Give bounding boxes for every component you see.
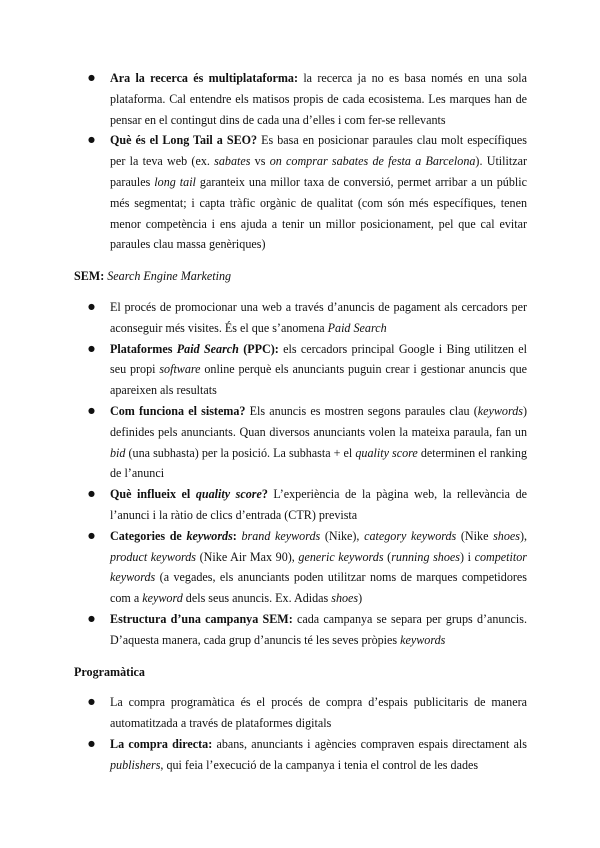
- list-item: ● La compra programàtica és el procés de compra d’espais publicitaris de manera automatitzada a través de plataformes digitals: [74, 692, 527, 734]
- list-item: ● Què és el Long Tail a SEO? Es basa en posicionar paraules clau molt específiques per la teva web (ex. sabates vs on comprar sabates de festa a Barcelona). Utilitzar paraules long tail garanteix una millor taxa de conversió, permet arribar a un públic més segmentat; i capta tràfic orgànic de qualitat (com són més específiques, tenen menor competència i ens ajuda a tenir un millor posicionament, pel que cal evitar paraules clau massa genèriques): [74, 130, 527, 255]
- list-item: ● Categories de keywords: brand keywords (Nike), category keywords (Nike shoes), product keywords (Nike Air Max 90), generic keywords (running shoes) i competitor keywords (a vegades, els anunciants poden utilitzar noms de marques competidores com a keyword dels seus anuncis. Ex. Adidas shoes): [74, 526, 527, 609]
- list-item: ● El procés de promocionar una web a través d’anuncis de pagament als cercadors per aconseguir més visites. És el que s’anomena Paid Search: [74, 297, 527, 339]
- programatica-heading: Programàtica: [74, 664, 145, 679]
- list-item: ● Plataformes Paid Search (PPC): els cercadors principal Google i Bing utilitzen el seu propi software online perquè els anunciants puguin crear i gestionar anuncis que apareixen als resultats: [74, 339, 527, 401]
- sem-bullet-list: [74, 297, 527, 651]
- list-item: ● La compra directa: abans, anunciants i agències compraven espais directament als publishers, qui feia l’execució de la campanya i tenia el control de les dades: [74, 734, 527, 776]
- sem-heading: SEM: Search Engine Marketing: [74, 269, 232, 284]
- intro-bullet-list: [74, 68, 527, 255]
- list-item: ● Ara la recerca és multiplataforma: la recerca ja no es basa només en una sola plataforma. Cal entendre els matisos propis de cada ecosistema. Les marques han de pensar en el contingut dins de cada una d’elles i com fer-se rellevants: [74, 68, 527, 130]
- list-item: ● Com funciona el sistema? Els anuncis es mostren segons paraules clau (keywords) definides pels anunciants. Quan diversos anunciants volen la mateixa paraula, fan un bid (una subhasta) per la posició. La subhasta + el quality score determinen el ranking de l’anunci: [74, 401, 527, 484]
- programatica-bullet-list: [74, 692, 527, 775]
- list-item: ● Estructura d’una campanya SEM: cada campanya se separa per grups d’anuncis. D’aquesta manera, cada grup d’anuncis té les seves pròpies keywords: [74, 609, 527, 651]
- list-item: ● Què influeix el quality score? L’experiència de la pàgina web, la rellevància de l’anunci i la ràtio de clics d’entrada (CTR) prevista: [74, 484, 527, 526]
- document-body: [74, 68, 527, 776]
